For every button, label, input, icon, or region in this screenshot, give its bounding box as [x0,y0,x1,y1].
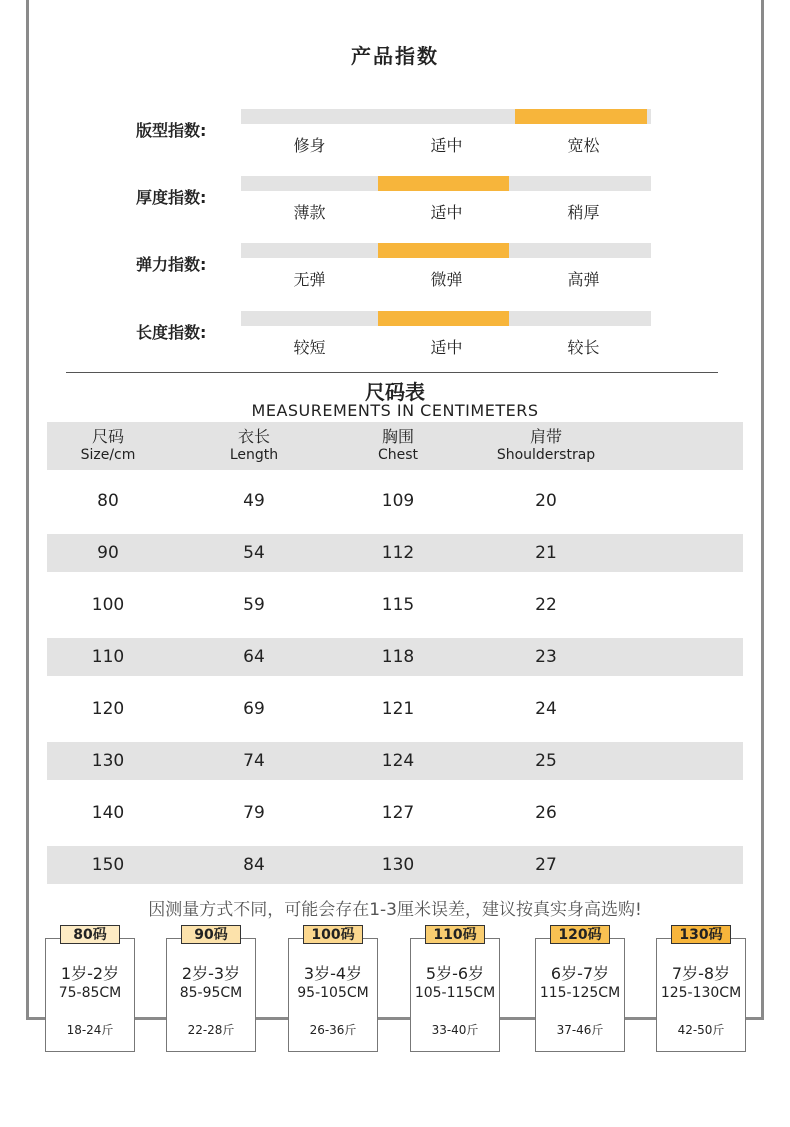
table-cell: 90 [97,543,119,563]
table-cell: 140 [91,803,125,823]
index-option: 高弹 [567,270,600,289]
size-card [288,938,378,1052]
table-cell: 26 [535,803,557,823]
size-card [535,938,625,1052]
size-card-weight: 37-46斤 [556,1023,604,1037]
index-bar [241,243,651,258]
table-cell: 84 [243,855,265,875]
table-cell: 130 [381,855,415,875]
index-option: 修身 [293,136,326,155]
table-cell: 115 [381,595,415,615]
header-size-cn: 尺码 [91,427,124,446]
index-indicator [515,109,647,124]
index-bar [241,109,651,124]
index-option: 适中 [430,338,463,357]
table-row [47,690,743,728]
header-chest-en: Chest [377,447,419,463]
table-cell: 21 [535,543,557,563]
index-option: 薄款 [293,203,326,222]
header-chest [363,428,433,464]
index-option: 宽松 [567,136,600,155]
table-cell: 110 [91,647,125,667]
table-cell: 69 [243,699,265,719]
table-row [47,482,743,520]
size-card-tag: 110码 [425,925,485,944]
size-card-height: 85-95CM [179,985,243,1001]
table-cell: 74 [243,751,265,771]
table-cell: 54 [243,543,265,563]
header-shoulder-cn: 肩带 [529,427,562,446]
index-label: 弹力指数: [136,255,207,274]
size-card-height: 95-105CM [297,985,369,1001]
index-option: 适中 [430,136,463,155]
size-card-tag: 90码 [181,925,241,944]
table-cell: 150 [91,855,125,875]
table-row [47,586,743,624]
size-card-tag: 80码 [60,925,120,944]
index-indicator [378,176,509,191]
index-label: 版型指数: [136,121,207,140]
table-cell: 112 [381,543,415,563]
index-option: 适中 [430,203,463,222]
header-length-cn: 衣长 [237,427,270,446]
table-cell: 120 [91,699,125,719]
index-option: 稍厚 [567,203,600,222]
index-bar [241,311,651,326]
table-row [47,534,743,572]
table-cell: 124 [381,751,415,771]
table-cell: 25 [535,751,557,771]
table-cell: 59 [243,595,265,615]
table-cell: 27 [535,855,557,875]
header-length [219,428,289,464]
size-card-age: 1岁-2岁 [60,964,120,983]
table-cell: 23 [535,647,557,667]
page-title: 产品指数 [351,44,439,68]
size-card-age: 5岁-6岁 [425,964,485,983]
size-card-age: 6岁-7岁 [550,964,610,983]
table-row [47,638,743,676]
size-card-weight: 33-40斤 [431,1023,479,1037]
size-chart-title: 尺码表 [365,380,425,404]
table-cell: 100 [91,595,125,615]
index-option: 较长 [567,338,600,357]
table-cell: 121 [381,699,415,719]
size-card-weight: 26-36斤 [309,1023,357,1037]
table-cell: 22 [535,595,557,615]
size-card-tag: 130码 [671,925,731,944]
table-row [47,794,743,832]
header-shoulder [491,428,601,464]
index-option: 微弹 [430,270,463,289]
header-shoulder-en: Shoulderstrap [496,447,596,463]
table-cell: 20 [535,491,557,511]
measurement-note: 因测量方式不同，可能会存在1-3厘米误差，建议按真实身高选购! [148,900,642,920]
size-card [166,938,256,1052]
size-table-header [47,422,743,470]
table-cell: 49 [243,491,265,511]
table-cell: 80 [97,491,119,511]
size-card-weight: 18-24斤 [66,1023,114,1037]
size-card-weight: 22-28斤 [187,1023,235,1037]
index-indicator [378,311,509,326]
index-label: 厚度指数: [136,188,207,207]
header-chest-cn: 胸围 [381,427,414,446]
size-card-tag: 100码 [303,925,363,944]
size-card-height: 125-130CM [660,985,742,1001]
table-cell: 79 [243,803,265,823]
index-option: 无弹 [293,270,326,289]
index-indicator [378,243,509,258]
table-cell: 109 [381,491,415,511]
size-card-weight: 42-50斤 [677,1023,725,1037]
table-cell: 118 [381,647,415,667]
size-card [45,938,135,1052]
table-row [47,846,743,884]
size-card-tag: 120码 [550,925,610,944]
table-cell: 64 [243,647,265,667]
table-cell: 24 [535,699,557,719]
header-length-en: Length [229,447,279,463]
table-cell: 130 [91,751,125,771]
size-card-age: 3岁-4岁 [303,964,363,983]
size-card-age: 2岁-3岁 [181,964,241,983]
table-row [47,742,743,780]
size-chart-subtitle: MEASUREMENTS IN CENTIMETERS [251,401,539,420]
table-cell: 127 [381,803,415,823]
index-option: 较短 [293,338,326,357]
header-size [73,428,143,464]
divider [66,372,718,373]
size-card [410,938,500,1052]
size-card-height: 115-125CM [539,985,621,1001]
header-size-en: Size/cm [80,447,136,463]
size-card-height: 105-115CM [414,985,496,1001]
index-bar [241,176,651,191]
size-card-age: 7岁-8岁 [671,964,731,983]
size-card-height: 75-85CM [58,985,122,1001]
index-label: 长度指数: [136,323,207,342]
size-card [656,938,746,1052]
